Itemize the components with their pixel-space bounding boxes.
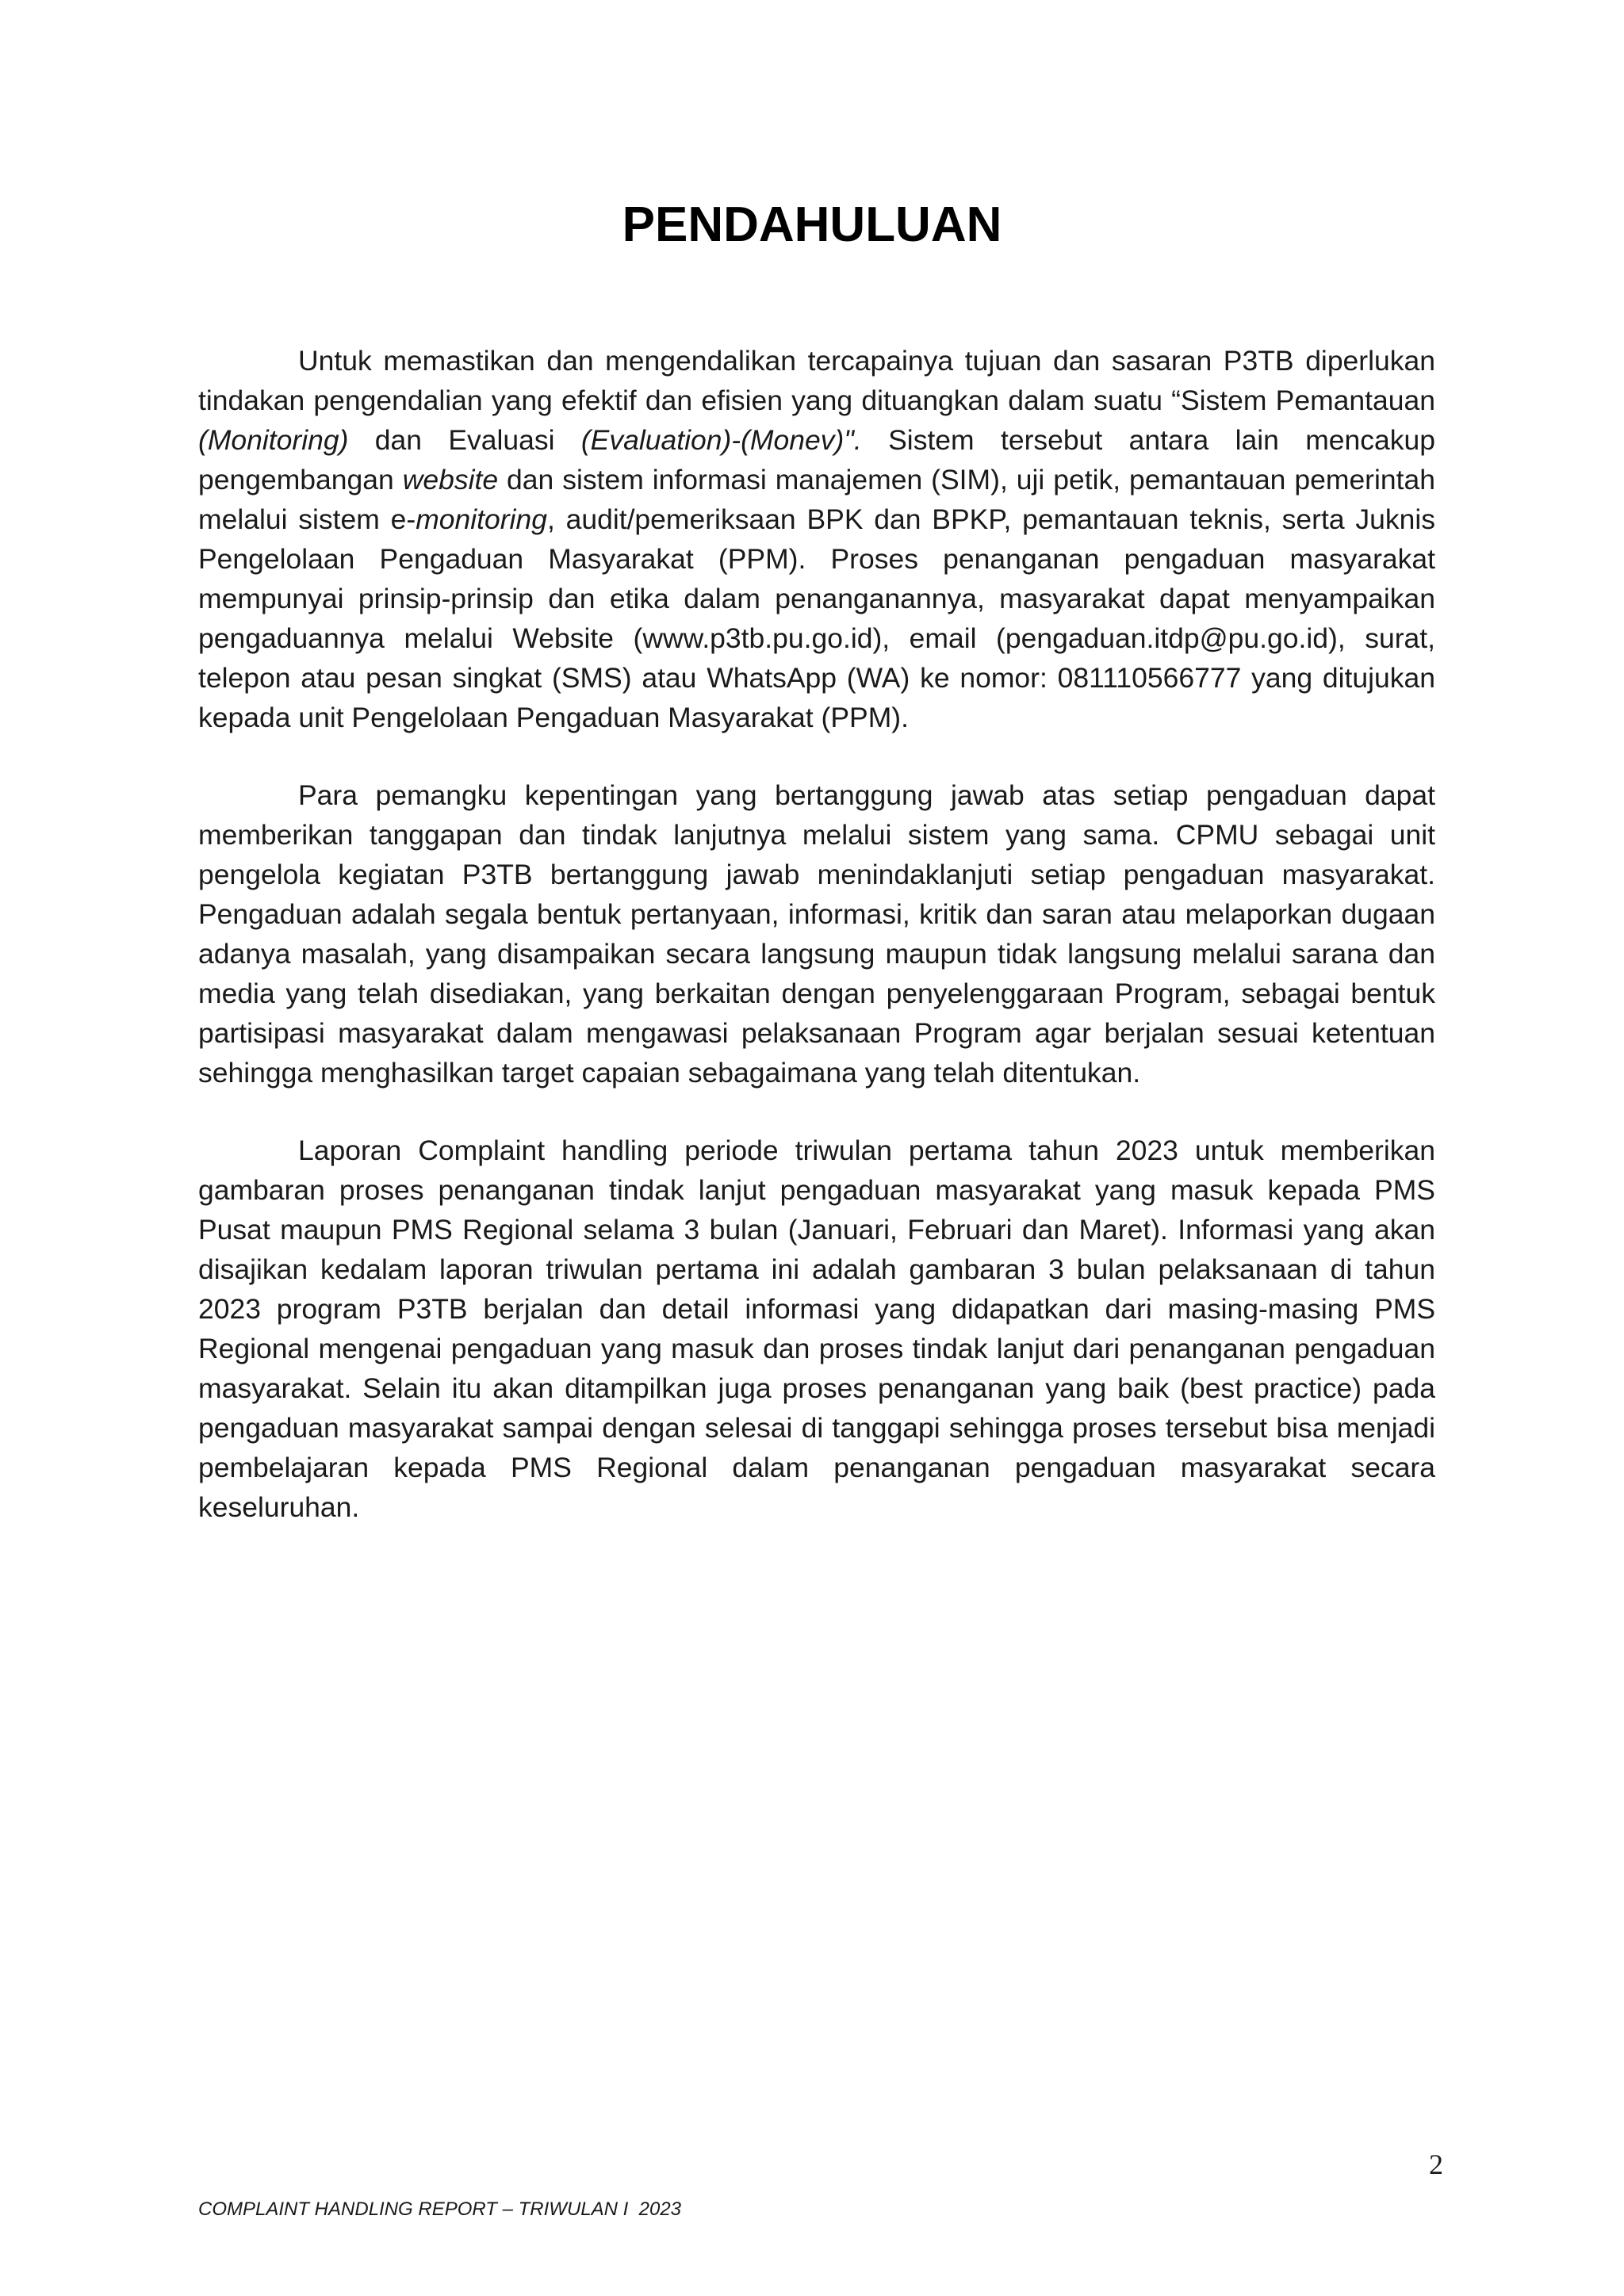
text-run: Untuk memastikan dan mengendalikan tercapainya tujuan dan sasaran P3TB diperlukan tindakan pengendalian yang efektif dan efisien yang dituangkan dalam suatu “Sistem Pemantauan — [198, 345, 1435, 416]
footer-text: COMPLAINT HANDLING REPORT – TRIWULAN I 2023 — [198, 2198, 682, 2220]
italic-text-run: monitoring — [416, 503, 547, 535]
paragraph-2 — [198, 775, 1435, 1093]
document-body — [198, 341, 1435, 1565]
text-run: Laporan Complaint handling periode triwulan pertama tahun 2023 untuk memberikan gambaran proses penanganan tindak lanjut pengaduan masyarakat yang masuk kepada PMS Pusat maupun PMS Regional selama 3 bulan (Januari, Februari dan Maret). Informasi yang akan disajikan kedalam laporan triwulan pertama ini adalah gambaran 3 bulan pelaksanaan di tahun 2023 program P3TB berjalan dan detail informasi yang didapatkan dari masing-masing PMS Regional mengenai pengaduan yang masuk dan proses tindak lanjut dari penanganan pengaduan masyarakat. Selain itu akan ditampilkan juga proses penanganan yang baik (best practice) pada pengaduan masyarakat sampai dengan selesai di tanggapi sehingga proses tersebut bisa menjadi pembelajaran kepada PMS Regional dalam penanganan pengaduan masyarakat secara keseluruhan. — [198, 1135, 1435, 1523]
page-title: PENDAHULUAN — [622, 197, 1002, 252]
italic-text-run: (Evaluation)-(Monev)". — [580, 424, 862, 456]
text-run: Para pemangku kepentingan yang bertanggung jawab atas setiap pengaduan dapat memberikan tanggapan dan tindak lanjutnya melalui sistem yang sama. CPMU sebagai unit pengelola kegiatan P3TB bertanggung jawab menindaklanjuti setiap pengaduan masyarakat. Pengaduan adalah segala bentuk pertanyaan, informasi, kritik dan saran atau melaporkan dugaan adanya masalah, yang disampaikan secara langsung maupun tidak langsung melalui sarana dan media yang telah disediakan, yang berkaitan dengan penyelenggaraan Program, sebagai bentuk partisipasi masyarakat dalam mengawasi pelaksanaan Program agar berjalan sesuai ketentuan sehingga menghasilkan target capaian sebagaimana yang telah ditentukan. — [198, 779, 1435, 1089]
italic-text-run: website — [402, 464, 499, 496]
paragraph-3 — [198, 1131, 1435, 1527]
text-run: dan Evaluasi — [348, 424, 581, 456]
text-run: dan sistem informasi manajemen (SIM), uji petik, pemantauan pemerintah melalui sistem e- — [198, 464, 1435, 535]
page-number: 2 — [1429, 2149, 1443, 2180]
italic-text-run: (Monitoring) — [198, 424, 349, 456]
text-run: Sistem tersebut antara lain mencakup pengembangan — [198, 424, 1435, 496]
paragraph-1 — [198, 341, 1435, 737]
text-run: , audit/pemeriksaan BPK dan BPKP, pemantauan teknis, serta Juknis Pengelolaan Pengaduan Masyarakat (PPM). Proses penanganan pengaduan masyarakat mempunyai prinsip-prinsip dan etika dalam penanganannya, masyarakat dapat menyampaikan pengaduannya melalui Website (www.p3tb.pu.go.id), email (pengaduan.itdp@pu.go.id), surat, telepon atau pesan singkat (SMS) atau WhatsApp (WA) ke nomor: 081110566777 yang ditujukan kepada unit Pengelolaan Pengaduan Masyarakat (PPM). — [198, 503, 1435, 733]
